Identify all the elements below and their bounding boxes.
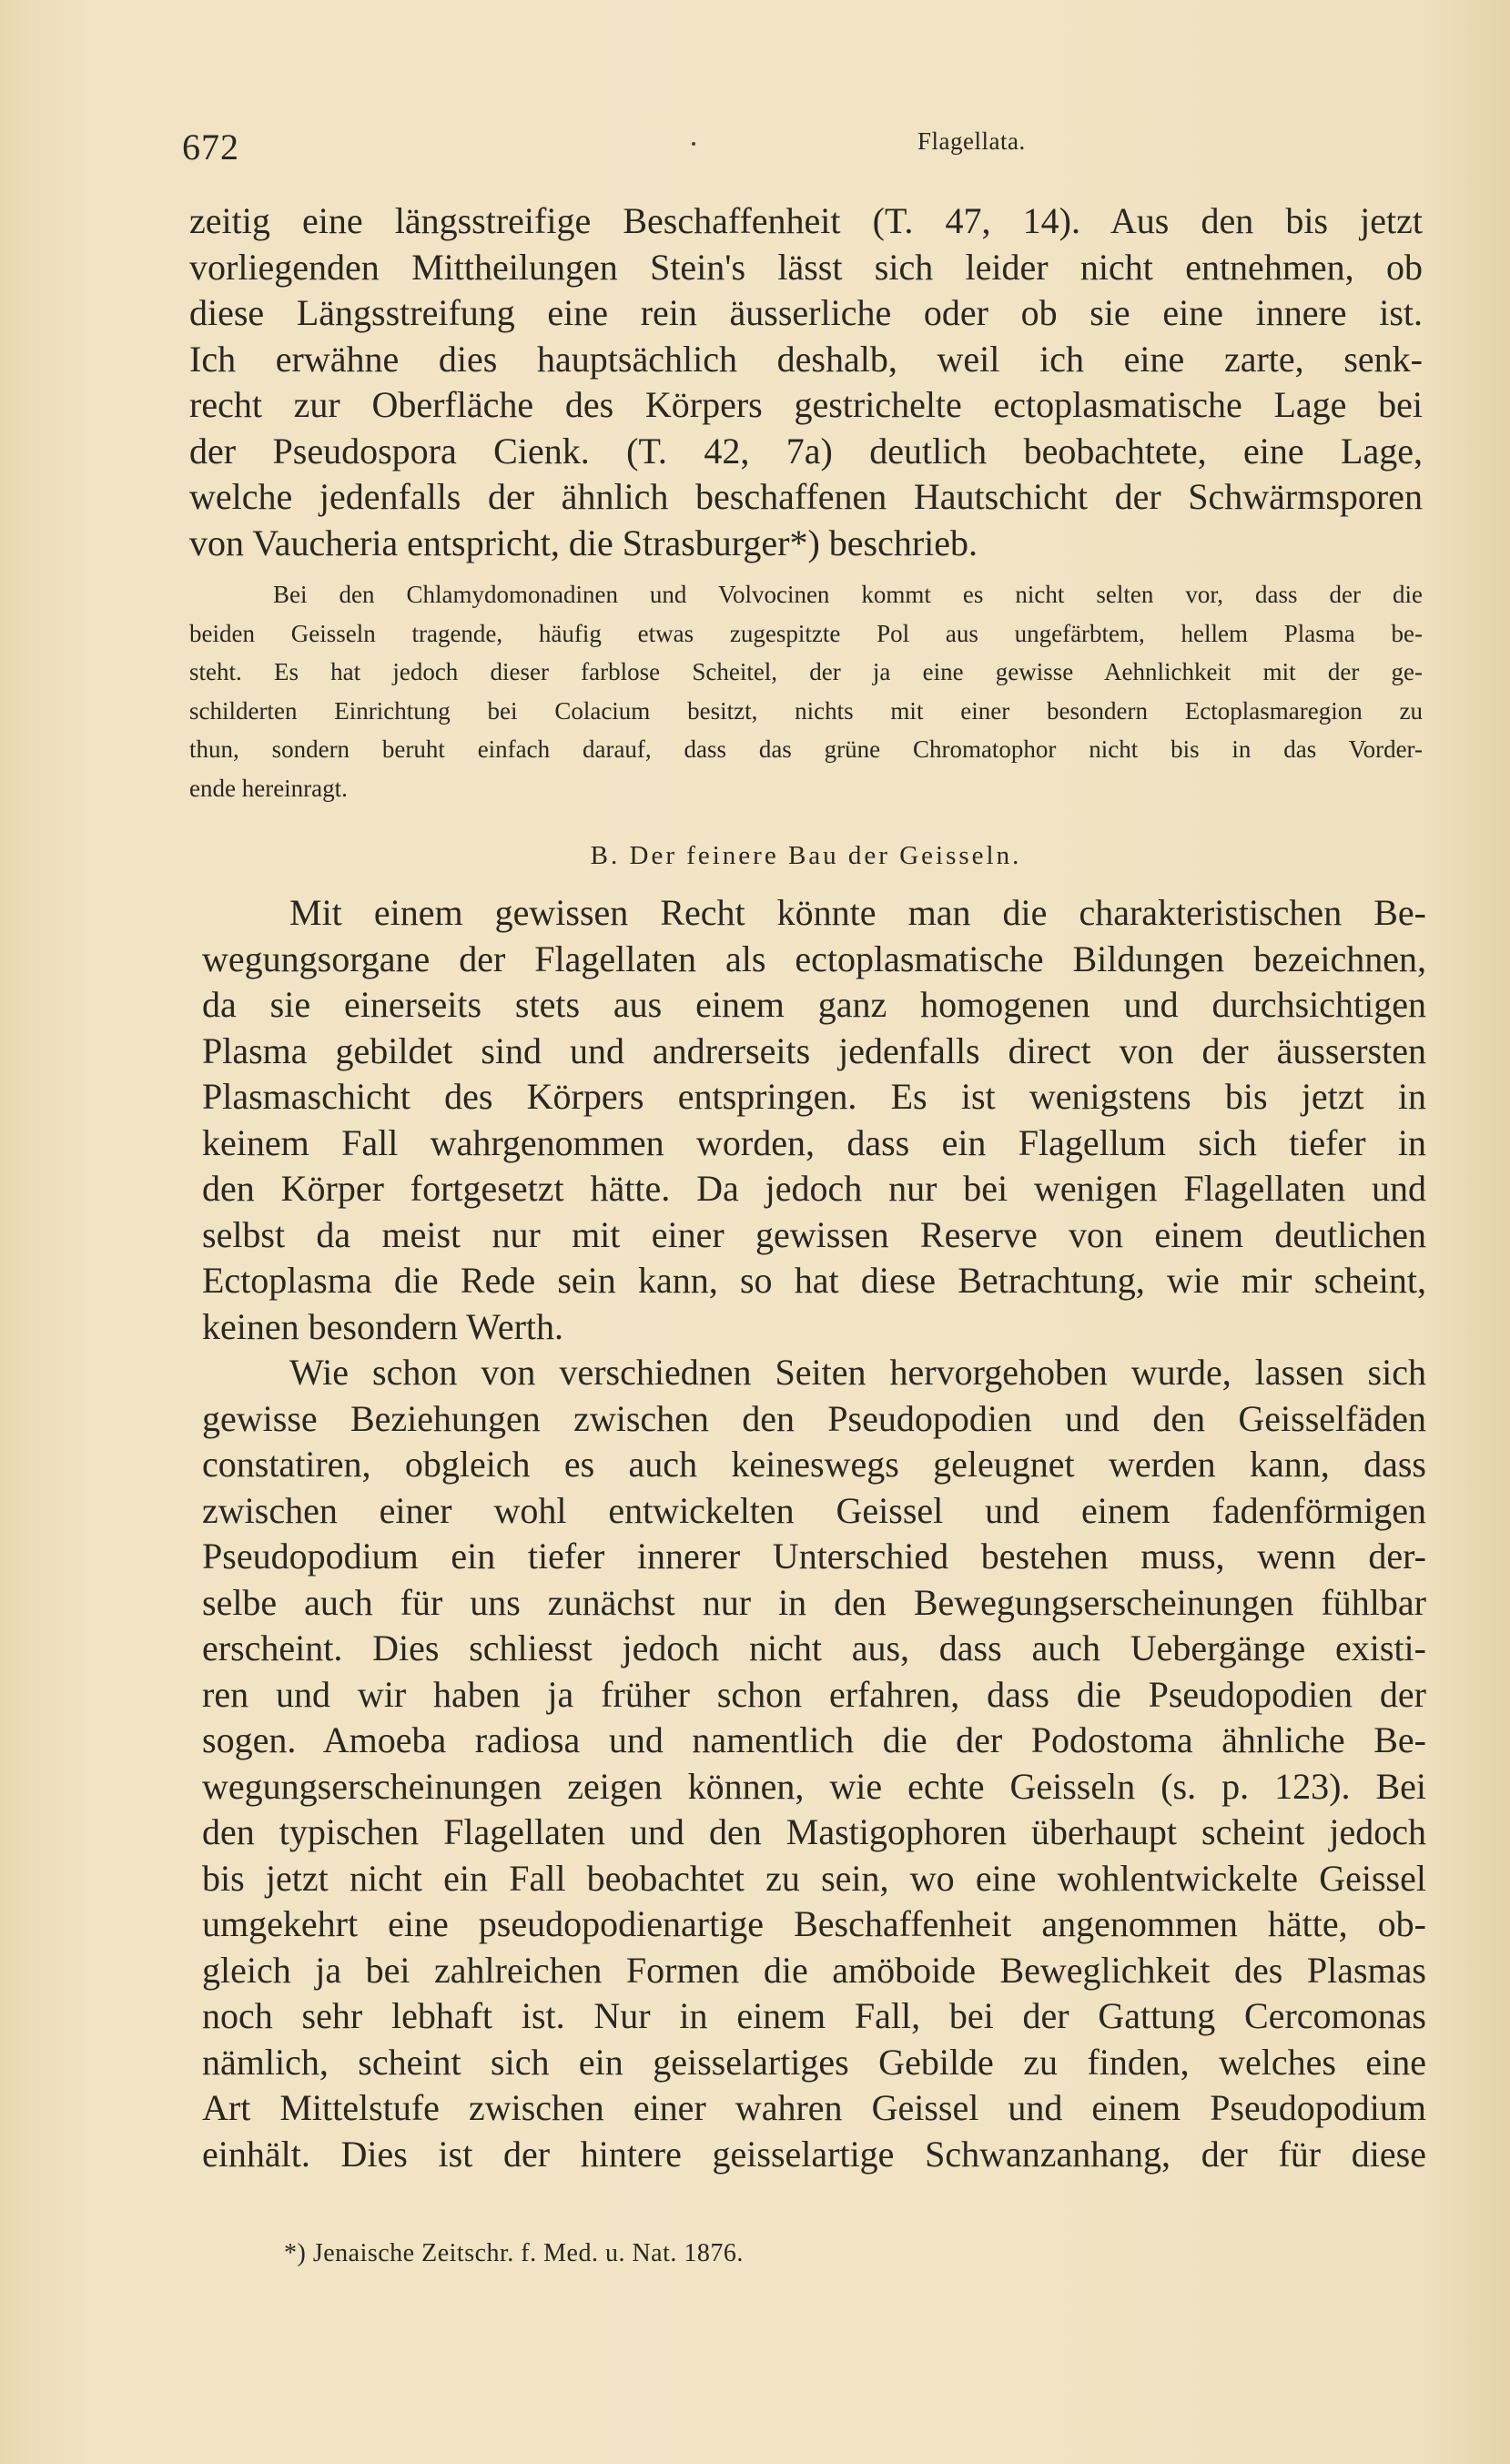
paragraph-1 [189,198,1423,566]
text-line: den typischen Flagellaten und den Mastigophoren überhaupt scheint jedoch [202,1811,1426,1852]
text-line: nämlich, scheint sich ein geisselartiges Gebilde zu finden, welches eine [202,2041,1426,2083]
text-line: Ich erwähne dies hauptsächlich deshalb, weil ich eine zarte, senk- [189,338,1423,380]
text-line: umgekehrt eine pseudopodienartige Beschaffenheit angenommen hätte, ob- [202,1903,1426,1944]
header-dot [692,142,695,146]
text-line: gewisse Beziehungen zwischen den Pseudopodien und den Geisselfäden [202,1397,1426,1439]
text-line: constatiren, obgleich es auch keineswegs geleugnet werden kann, dass [202,1444,1426,1485]
paragraph-2 [202,890,1426,1350]
text-line: Plasma gebildet sind und andrerseits jedenfalls direct von der äussersten [202,1029,1426,1071]
section-heading: B. Der feinere Bau der Geisseln. [590,841,1022,870]
text-line: ren und wir haben ja früher schon erfahren, dass die Pseudopodien der [202,1673,1426,1715]
text-line: Ectoplasma die Rede sein kann, so hat diese Betrachtung, wie mir scheint, [202,1260,1426,1301]
text-line: selbst da meist nur mit einer gewissen Reserve von einem deutlichen [202,1213,1426,1255]
text-line: Wie schon von verschiednen Seiten hervorgehoben wurde, lassen sich [289,1352,1426,1393]
note-line: thun, sondern beruht einfach darauf, dass das grüne Chromatophor nicht bis in das Vorder- [189,735,1423,763]
text-line: Mit einem gewissen Recht könnte man die charakteristischen Be- [289,892,1426,933]
text-line: einhält. Dies ist der hintere geisselartige Schwanzanhang, der für diese [202,2133,1426,2175]
text-line: selbe auch für uns zunächst nur in den Bewegungserscheinungen fühlbar [202,1581,1426,1623]
text-line: wegungserscheinungen zeigen können, wie echte Geisseln (s. p. 123). Bei [202,1765,1426,1807]
text-line: Plasmaschicht des Körpers entspringen. Es ist wenigstens bis jetzt in [202,1076,1426,1117]
note-line: Bei den Chlamydomonadinen und Volvocinen kommt es nicht selten vor, dass der die [273,581,1423,608]
text-line: Art Mittelstufe zwischen einer wahren Geissel und einem Pseudopodium [202,2087,1426,2128]
small-print-note [189,575,1423,807]
text-line: den Körper fortgesetzt hätte. Da jedoch nur bei wenigen Flagellaten und [202,1168,1426,1209]
text-line: gleich ja bei zahlreichen Formen die amöboide Beweglichkeit des Plasmas [202,1949,1426,1991]
text-line: bis jetzt nicht ein Fall beobachtet zu sein, wo eine wohlentwickelte Geissel [202,1857,1426,1899]
text-line: welche jedenfalls der ähnlich beschaffenen Hautschicht der Schwärmsporen [189,476,1423,517]
running-title: Flagellata. [917,127,1026,155]
text-line: der Pseudospora Cienk. (T. 42, 7a) deutlich beobachtete, eine Lage, [189,430,1423,472]
text-line: sogen. Amoeba radiosa und namentlich die der Podostoma ähnliche Be- [202,1719,1426,1760]
text-line: zeitig eine längsstreifige Beschaffenheit (T. 47, 14). Aus den bis jetzt [189,200,1423,241]
page-number: 672 [182,127,239,167]
note-line: schilderten Einrichtung bei Colacium besitzt, nichts mit einer besondern Ectoplasmaregion zu [189,696,1423,725]
text-line: Pseudopodium ein tiefer innerer Unterschied bestehen muss, wenn der- [202,1536,1426,1577]
note-line: beiden Geisseln tragende, häufig etwas zugespitzte Pol aus ungefärbtem, hellem Plasma be- [189,619,1423,647]
text-line: zwischen einer wohl entwickelten Geissel und einem fadenförmigen [202,1489,1426,1531]
text-line: recht zur Oberfläche des Körpers gestrichelte ectoplasmatische Lage bei [189,384,1423,425]
text-line: da sie einerseits stets aus einem ganz homogenen und durchsichtigen [202,984,1426,1025]
text-line: keinen besondern Werth. [202,1305,564,1347]
text-line: erscheint. Dies schliesst jedoch nicht aus, dass auch Uebergänge existi- [202,1627,1426,1668]
footnote: *) Jenaische Zeitschr. f. Med. u. Nat. 1876. [284,2239,744,2267]
text-line: vorliegenden Mittheilungen Stein's lässt sich leider nicht entnehmen, ob [189,246,1423,288]
text-line: wegungsorgane der Flagellaten als ectoplasmatische Bildungen bezeichnen, [202,938,1426,979]
note-line: steht. Es hat jedoch dieser farblose Scheitel, der ja eine gewisse Aehnlichkeit mit der ge- [189,658,1423,685]
note-line: ende hereinragt. [189,774,348,802]
page-header [182,126,1424,171]
text-line: keinem Fall wahrgenommen worden, dass ein Flagellum sich tiefer in [202,1121,1426,1163]
text-line: von Vaucheria entspricht, die Strasburger*) beschrieb. [189,522,978,563]
paragraph-3 [202,1350,1426,2177]
text-line: diese Längsstreifung eine rein äusserliche oder ob sie eine innere ist. [189,292,1423,333]
text-line: noch sehr lebhaft ist. Nur in einem Fall, bei der Gattung Cercomonas [202,1995,1426,2036]
